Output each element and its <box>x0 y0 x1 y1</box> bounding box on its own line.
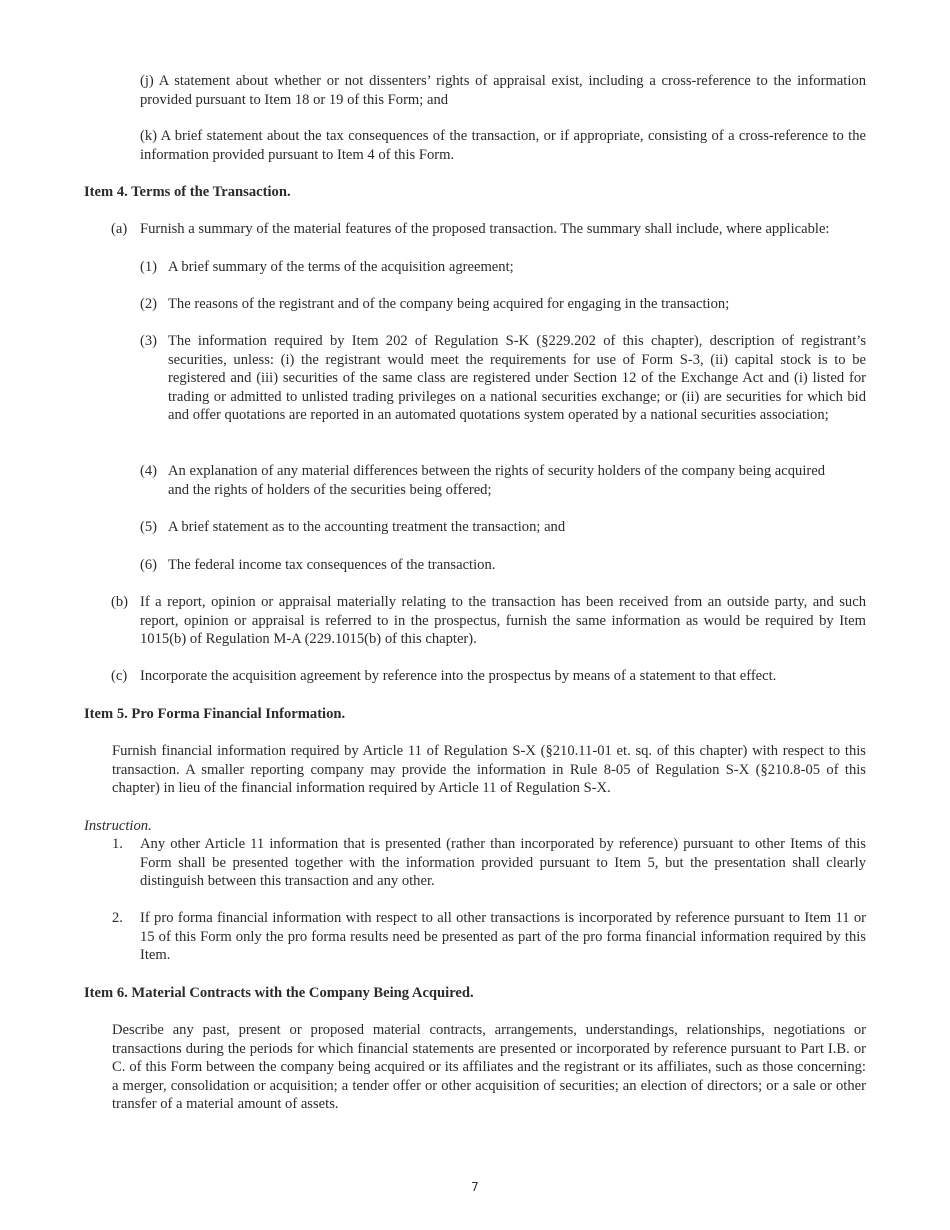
paragraph-j: (j) A statement about whether or not dissenters’ rights of appraisal exist, including a cross-reference to the information provided pursuant to Item 18 or 19 of this Form; and <box>140 73 866 108</box>
item-4-sub-2-marker: (2) <box>140 296 158 312</box>
item-4-sub-2-text: The reasons of the registrant and of the company being acquired for engaging in the transaction; <box>168 296 730 312</box>
item-4-b-text: If a report, opinion or appraisal materially relating to the transaction has been received from an outside party, and such report, opinion or appraisal is referred to in the prospectus, furnish the same information as would be required by Item 1015(b) of Regulation M-A (229.1015(b) of this chapter). <box>140 594 866 648</box>
item-4-sub-1-text: A brief summary of the terms of the acquisition agreement; <box>168 259 514 275</box>
item-4-c-text: Incorporate the acquisition agreement by reference into the prospectus by means of a statement to that effect. <box>140 668 777 684</box>
instruction-label: Instruction. <box>84 818 152 834</box>
instruction-1-marker: 1. <box>112 836 123 852</box>
item-4-c-marker: (c) <box>111 668 128 684</box>
item-4-sub-4-text: An explanation of any material differences between the rights of security holders of the company being acquired and the rights of holders of the securities being offered; <box>168 463 826 498</box>
instruction-2-marker: 2. <box>112 910 123 926</box>
item-4-b-marker: (b) <box>111 594 129 610</box>
item-4-a-text: Furnish a summary of the material features of the proposed transaction. The summary shall include, where applicable: <box>140 221 830 237</box>
item-4-sub-6-marker: (6) <box>140 557 158 573</box>
item-4-sub-3-marker: (3) <box>140 333 158 349</box>
instruction-1-text: Any other Article 11 information that is presented (rather than incorporated by reference) pursuant to other Items of this Form shall be presented together with the information provided pursuant to Item 5, but the presentation shall clearly distinguish between this transaction and any other. <box>140 836 866 890</box>
item-4-heading: Item 4. Terms of the Transaction. <box>84 184 291 200</box>
item-4-sub-5-text: A brief statement as to the accounting treatment the transaction; and <box>168 519 566 535</box>
item-4-sub-4-marker: (4) <box>140 463 158 479</box>
paragraph-k: (k) A brief statement about the tax consequences of the transaction, or if appropriate, consisting of a cross-reference to the information provided pursuant to Item 4 of this Form. <box>140 128 866 163</box>
item-6-heading: Item 6. Material Contracts with the Company Being Acquired. <box>84 985 474 1001</box>
item-4-sub-5-marker: (5) <box>140 519 158 535</box>
item-4-sub-1-marker: (1) <box>140 259 158 275</box>
item-4-a-marker: (a) <box>111 221 128 237</box>
page-number: 7 <box>471 1180 479 1194</box>
item-4-sub-3-text: The information required by Item 202 of Regulation S-K (§229.202 of this chapter), description of registrant’s securities, unless: (i) the registrant would meet the requirements for use of Form S-3, (ii) capital stock is to be registered and (iii) securities of the same class are registered under Section 12 of the Exchange Act and (i) listed for trading or admitted to unlisted trading privileges on a national securities exchange; or (ii) are securities for which bid and offer quotations are reported in an automated quotations system operated by a national securities association; <box>168 333 866 424</box>
instruction-2-text: If pro forma financial information with respect to all other transactions is incorporated by reference pursuant to Item 11 or 15 of this Form only the pro forma results need be presented as part of the pro forma financial information required by this Item. <box>140 910 866 964</box>
item-5-heading: Item 5. Pro Forma Financial Information. <box>84 706 346 722</box>
item-5-body: Furnish financial information required by Article 11 of Regulation S-X (§210.11-01 et. sq. of this chapter) with respect to this transaction. A smaller reporting company may provide the information in Rule 8-05 of Regulation S-X (§210.8-05 of this chapter) in lieu of the financial information required by Article 11 of Regulation S-X. <box>112 743 866 797</box>
item-4-sub-6-text: The federal income tax consequences of the transaction. <box>168 557 496 573</box>
item-6-body: Describe any past, present or proposed material contracts, arrangements, understandings, relationships, negotiations or transactions during the periods for which financial statements are presented or incorporated by reference pursuant to Part I.B. or C. of this Form between the company being acquired or its affiliates and the registrant or its affiliates, such as those concerning: a merger, consolidation or acquisition; a tender offer or other acquisition of securities; an election of directors; or a sale or other transfer of a material amount of assets. <box>112 1022 866 1113</box>
